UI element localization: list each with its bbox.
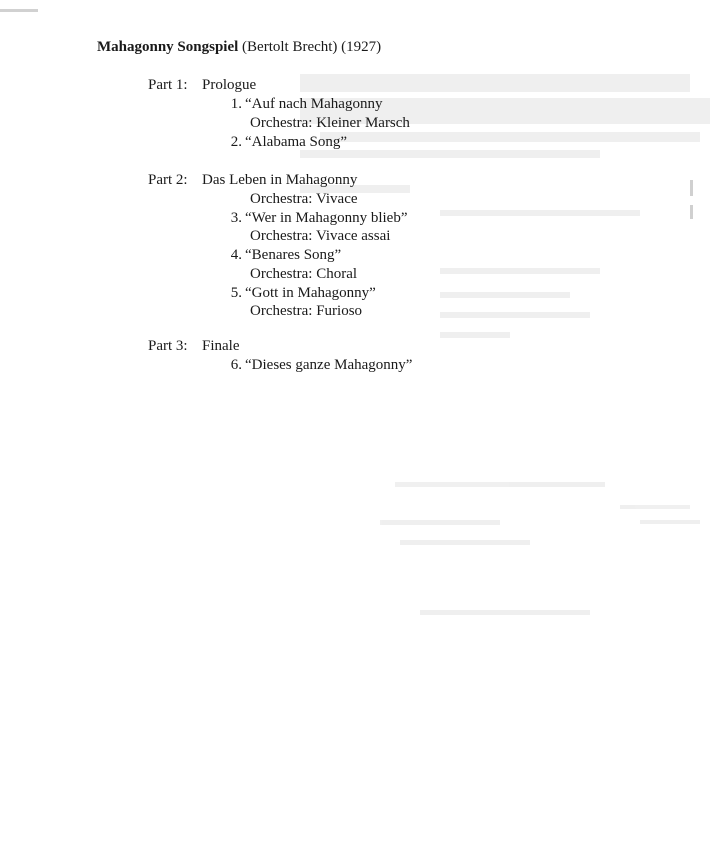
song-title: “Dieses ganze Mahagonny” [245,357,413,373]
work-subtitle: (Bertolt Brecht) (1927) [238,39,382,55]
song-item [222,356,412,374]
song-title: “Gott in Mahagonny” [245,285,376,301]
song-number: 4. [230,247,242,263]
song-title: “Benares Song” [245,247,342,263]
part-label: Part 3: [148,338,188,354]
orchestra-line: Orchestra: Furioso [250,303,363,319]
song-title: “Wer in Mahagonny blieb” [245,210,408,226]
part-name: Das Leben in Mahagonny [202,172,358,188]
song-number: 5. [230,285,242,301]
song-item [222,246,341,264]
part-name: Finale [202,338,240,354]
orchestra-line: Orchestra: Vivace [250,191,358,207]
part-heading [148,337,240,355]
song-number: 1. [230,96,242,112]
song-title: “Alabama Song” [245,134,348,150]
song-number: 2. [230,134,242,150]
song-item [222,209,408,227]
song-item [222,133,347,151]
document-title [97,38,381,56]
part-name: Prologue [202,77,257,93]
part-heading [148,171,357,189]
part-heading [148,76,256,94]
part-label: Part 1: [148,77,188,93]
orchestra-line: Orchestra: Choral [250,266,358,282]
song-number: 3. [230,210,242,226]
song-title: “Auf nach Mahagonny [245,96,383,112]
song-number: 6. [230,357,242,373]
song-item [222,95,382,113]
work-title: Mahagonny Songspiel [97,39,239,55]
part-label: Part 2: [148,172,188,188]
orchestra-line: Orchestra: Kleiner Marsch [250,115,410,131]
song-item [222,284,376,302]
orchestra-line: Orchestra: Vivace assai [250,228,391,244]
